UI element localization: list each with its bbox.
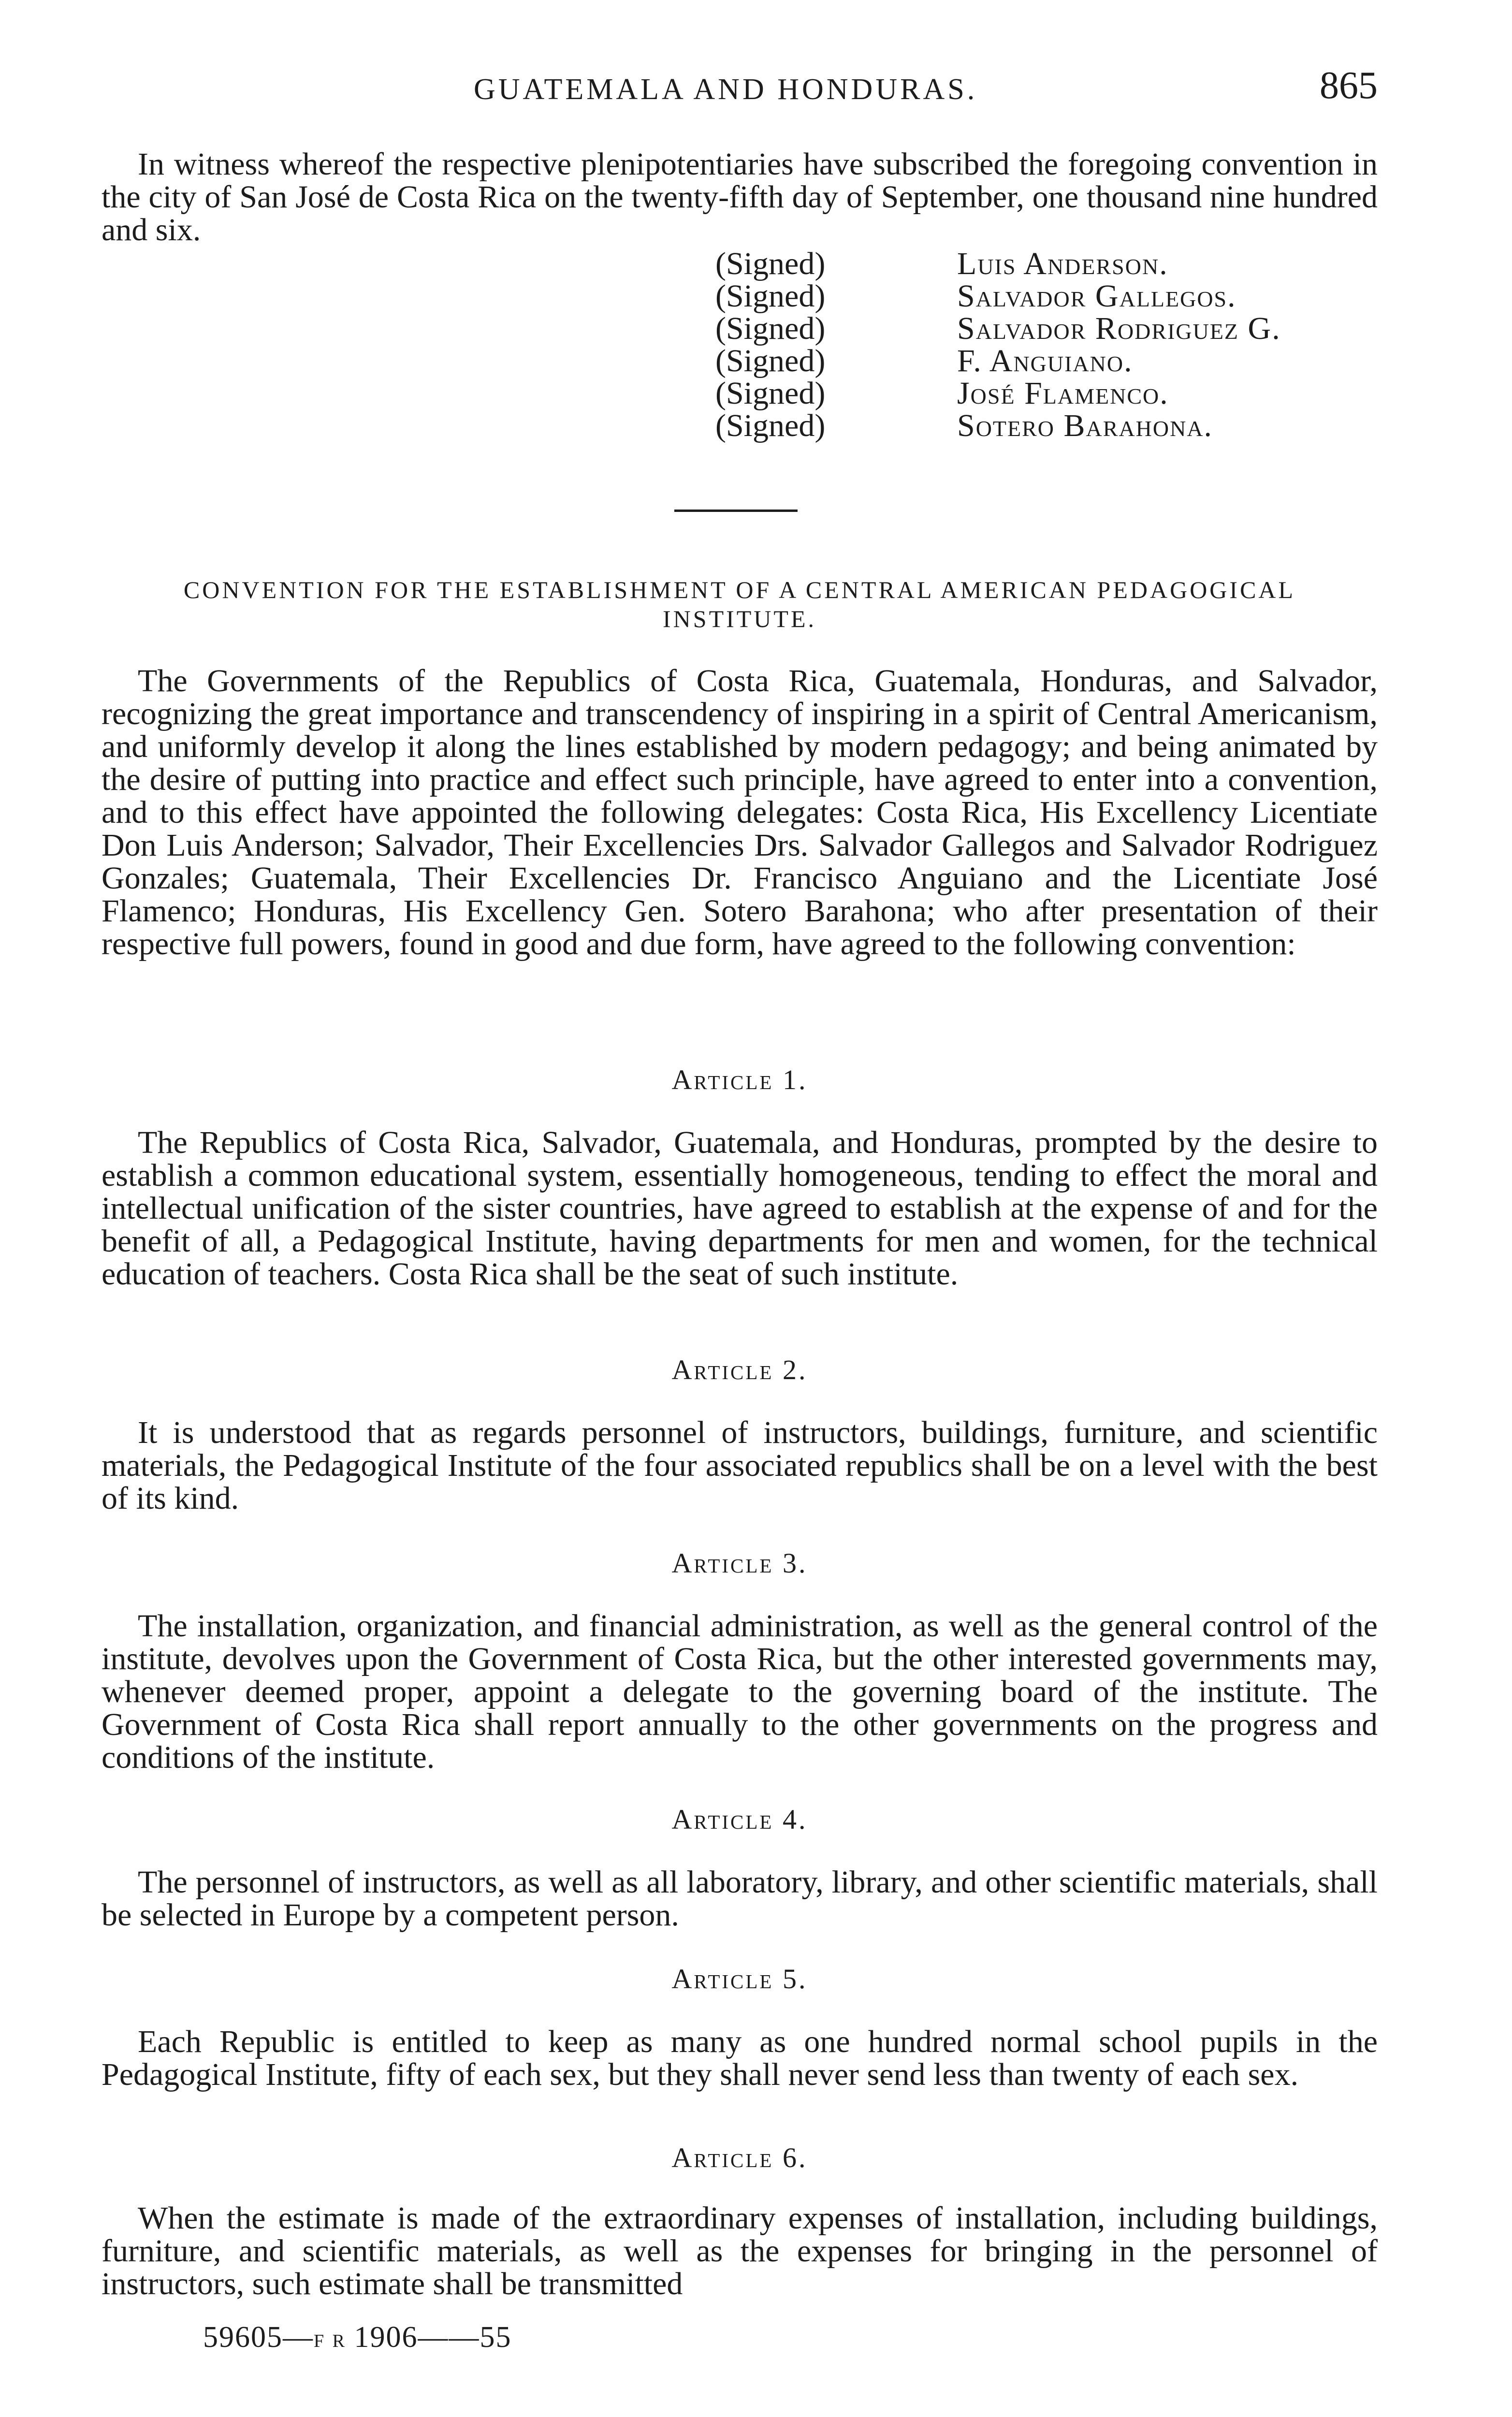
signature-row xyxy=(715,248,1392,280)
signatory-name: Sotero Barahona. xyxy=(957,408,1213,443)
signatory-name: José Flamenco. xyxy=(957,376,1169,411)
signatory-name: F. Anguiano. xyxy=(957,343,1133,379)
article-paragraph xyxy=(102,2202,1378,2301)
article-heading: Article 2. xyxy=(671,1354,808,1385)
article-paragraph xyxy=(102,1126,1378,1291)
page-number: 865 xyxy=(1320,64,1378,107)
signed-mark: (Signed) xyxy=(715,278,826,314)
signed-mark: (Signed) xyxy=(715,311,826,346)
article-heading: Article 1. xyxy=(671,1064,808,1095)
preamble-text: The Governments of the Republics of Costa Rica, Guatemala, Honduras, and Salvador, recognizing the great importance and transcendency of inspiring in a spirit of Central Americanism, and uniformly develop it along the lines established by modern pedagogy; and being animated by the desire of putting into practice and effect such principle, have agreed to enter into a convention, and to this effect have appointed the following delegates: Costa Rica, His Excellency Licentiate Don Luis Anderson; Salvador, Their Excellencies Drs. Salvador Gallegos and Salvador Rodriguez Gonzales; Guatemala, Their Excellencies Dr. Francisco Anguiano and the Licentiate José Flamenco; Honduras, His Excellency Gen. Sotero Barahona; who after presentation of their respective full powers, found in good and due form, have agreed to the following convention: xyxy=(102,663,1378,961)
article-heading: Article 4. xyxy=(671,1804,808,1835)
article-paragraph xyxy=(102,1416,1378,1515)
volume-mark: f r xyxy=(314,2324,346,2353)
signature-row xyxy=(715,409,1392,442)
article-text: The installation, organization, and financial administration, as well as the general control of the institute, devolves upon the Government of Costa Rica, but the other interested governments may, whenever deemed proper, appoint a delegate to the governing board of the institute. The Government of Costa Rica shall report annually to the other governments on the progress and conditions of the institute. xyxy=(102,1608,1378,1775)
preamble-paragraph xyxy=(102,665,1378,961)
convention-title xyxy=(102,575,1378,633)
signed-mark: (Signed) xyxy=(715,343,826,379)
signature-row xyxy=(715,312,1392,345)
signature-row xyxy=(715,377,1392,409)
signed-mark: (Signed) xyxy=(715,376,826,411)
signed-mark: (Signed) xyxy=(715,246,826,281)
article-text: Each Republic is entitled to keep as many as one hundred normal school pupils in the Pedagogical Institute, fifty of each sex, but they shall never send less than twenty of each sex. xyxy=(102,2024,1378,2092)
signature-block xyxy=(715,248,1392,442)
running-head-title: GUATEMALA AND HONDURAS. xyxy=(474,73,978,106)
article-paragraph xyxy=(102,1866,1378,1932)
article-heading: Article 5. xyxy=(671,1963,808,1995)
signed-mark: (Signed) xyxy=(715,408,826,443)
signatory-name: Luis Anderson. xyxy=(957,246,1168,281)
convention-title-line: CONVENTION FOR THE ESTABLISHMENT OF A CENTRAL AMERICAN PEDAGOGICAL xyxy=(183,576,1296,603)
article-paragraph xyxy=(102,2025,1378,2091)
job-number: 59605— xyxy=(203,2321,314,2354)
signature-row xyxy=(715,280,1392,312)
witness-text: In witness whereof the respective plenipotentiaries have subscribed the foregoing convention in the city of San José de Costa Rica on the twenty-fifth day of September, one thousand nine hundred and six. xyxy=(102,146,1378,248)
article-text: When the estimate is made of the extraordinary expenses of installation, including buildings, furniture, and scientific materials, as well as the expenses for bringing in the personnel of instructors, such estimate shall be transmitted xyxy=(102,2200,1378,2301)
convention-title-line: INSTITUTE. xyxy=(663,605,816,632)
signatory-name: Salvador Rodriguez G. xyxy=(957,311,1281,346)
section-divider xyxy=(674,510,798,512)
running-head xyxy=(102,58,1378,111)
signature-row xyxy=(715,345,1392,377)
article-text: It is understood that as regards personnel of instructors, buildings, furniture, and scientific materials, the Pedagogical Institute of the four associated republics shall be on a level with the best of its kind. xyxy=(102,1415,1378,1516)
article-paragraph xyxy=(102,1610,1378,1774)
article-heading: Article 6. xyxy=(671,2142,808,2173)
article-heading: Article 3. xyxy=(671,1547,808,1579)
signatory-name: Salvador Gallegos. xyxy=(957,278,1236,314)
year-page: 1906——55 xyxy=(354,2321,512,2354)
printer-signature-line xyxy=(203,2320,511,2355)
article-text: The Republics of Costa Rica, Salvador, Guatemala, and Honduras, prompted by the desire to establish a common educational system, essentially homogeneous, tending to effect the moral and intellectual unification of the sister countries, have agreed to establish at the expense of and for the benefit of all, a Pedagogical Institute, having departments for men and women, for the technical education of teachers. Costa Rica shall be the seat of such institute. xyxy=(102,1125,1378,1292)
witness-paragraph xyxy=(102,148,1378,247)
article-text: The personnel of instructors, as well as all laboratory, library, and other scientific materials, shall be selected in Europe by a competent person. xyxy=(102,1864,1378,1933)
